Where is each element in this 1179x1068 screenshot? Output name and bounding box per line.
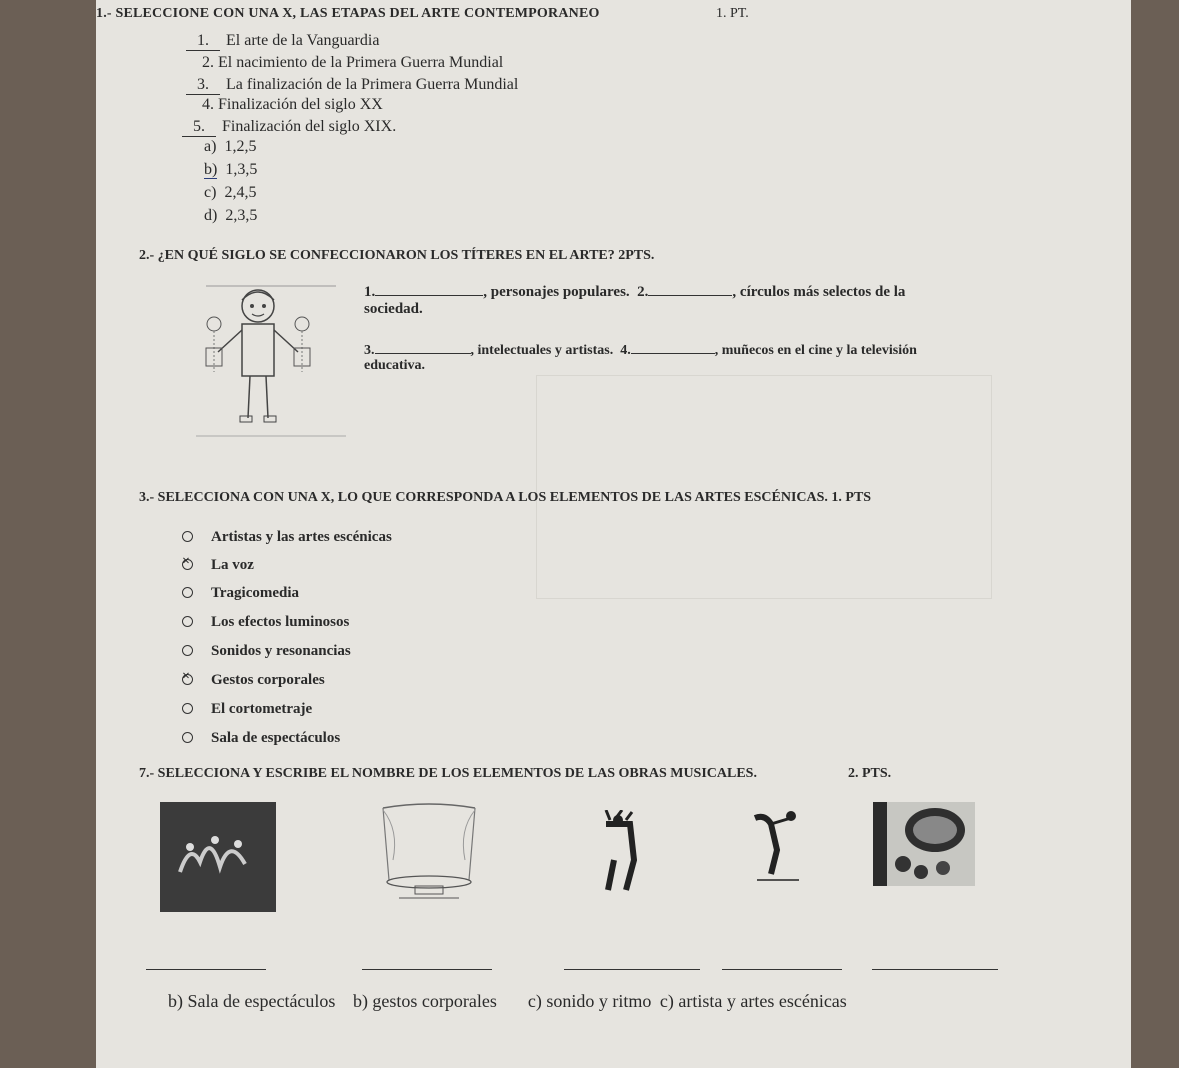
q3-option[interactable]: Sala de espectáculos bbox=[182, 730, 340, 747]
q3-option[interactable]: Sonidos y resonancias bbox=[182, 643, 351, 660]
radio[interactable] bbox=[182, 531, 193, 542]
radio[interactable] bbox=[182, 616, 193, 627]
answer-line[interactable] bbox=[362, 968, 492, 970]
q7-option: c) sonido y ritmo bbox=[527, 991, 652, 1011]
q7-points: 2. PTS. bbox=[848, 766, 892, 781]
q1-title: 1.- SELECCIONE CON UNA X, LAS ETAPAS DEL ARTE CONTEMPORANEO bbox=[96, 6, 600, 21]
q7-option: b) gestos corporales bbox=[352, 991, 497, 1011]
q7-title: 7.- SELECCIONA Y ESCRIBE EL NOMBRE DE LOS ELEMENTOS DE LAS OBRAS MUSICALES. bbox=[139, 766, 757, 781]
q2-line-4: educativa. bbox=[364, 358, 426, 373]
dancers-silhouette-icon bbox=[596, 810, 646, 894]
q1-item: 5. Finalización del siglo XIX. bbox=[182, 118, 396, 137]
dancers-icon bbox=[160, 802, 276, 912]
q3-option[interactable]: El cortometraje bbox=[182, 701, 312, 718]
radio-checked[interactable] bbox=[182, 674, 193, 685]
answer-line[interactable] bbox=[872, 968, 998, 970]
q1-option[interactable]: c) 2,4,5 bbox=[204, 184, 257, 201]
drum-icon bbox=[873, 802, 975, 886]
q1-item: 1. El arte de la Vanguardia bbox=[186, 32, 379, 51]
musician-silhouette-icon bbox=[751, 810, 803, 882]
q1-item: 4. Finalización del siglo XX bbox=[202, 96, 383, 113]
stage-theater-icon bbox=[379, 800, 479, 904]
q2-title: 2.- ¿EN QUÉ SIGLO SE CONFECCIONARON LOS TÍTERES EN EL ARTE? 2PTS. bbox=[139, 248, 655, 263]
q2-line-2: sociedad. bbox=[364, 301, 423, 317]
q1-option[interactable]: d) 2,3,5 bbox=[204, 207, 258, 224]
puppeteer-illustration bbox=[196, 280, 346, 438]
q2-blank-4[interactable] bbox=[631, 341, 715, 354]
q7-option: c) artista y artes escénicas bbox=[659, 991, 847, 1011]
answer-line[interactable] bbox=[722, 968, 842, 970]
q2-blank-3[interactable] bbox=[375, 341, 471, 354]
q1-option[interactable]: a) 1,2,5 bbox=[204, 138, 257, 155]
q2-blank-2[interactable] bbox=[648, 283, 732, 296]
answer-line[interactable] bbox=[146, 968, 266, 970]
answer-line[interactable] bbox=[564, 968, 700, 970]
worksheet bbox=[96, 0, 1131, 1068]
dancers-photo bbox=[160, 802, 276, 912]
q3-title: 3.- SELECCIONA CON UNA X, LO QUE CORRESPONDA A LOS ELEMENTOS DE LAS ARTES ESCÉNICAS. 1. PTS bbox=[139, 490, 872, 505]
q3-option[interactable]: ×La voz bbox=[182, 557, 254, 574]
q7-options bbox=[168, 991, 851, 1012]
q2-blank-1[interactable] bbox=[375, 283, 483, 296]
q1-item: 2. El nacimiento de la Primera Guerra Mundial bbox=[202, 54, 504, 71]
radio[interactable] bbox=[182, 645, 193, 656]
radio-checked[interactable] bbox=[182, 559, 193, 570]
radio[interactable] bbox=[182, 703, 193, 714]
q3-option[interactable]: Tragicomedia bbox=[182, 585, 299, 602]
radio[interactable] bbox=[182, 732, 193, 743]
q2-line-1: 1. , personajes populares. 2. , círculos más selectos de la bbox=[364, 284, 906, 300]
q1-option[interactable]: b) 1,3,5 bbox=[204, 161, 258, 178]
q3-option[interactable]: Los efectos luminosos bbox=[182, 614, 349, 631]
q7-option: b) Sala de espectáculos bbox=[168, 991, 336, 1011]
q1-item: 3. La finalización de la Primera Guerra Mundial bbox=[186, 76, 518, 95]
q2-line-3: 3. , intelectuales y artistas. 4. , muñecos en el cine y la televisión bbox=[364, 343, 917, 358]
q3-option[interactable]: Artistas y las artes escénicas bbox=[182, 529, 392, 546]
faint-background-box bbox=[536, 375, 992, 599]
q1-points: 1. PT. bbox=[716, 6, 749, 21]
radio[interactable] bbox=[182, 587, 193, 598]
instruments-photo bbox=[873, 802, 975, 886]
q3-option[interactable]: ×Gestos corporales bbox=[182, 672, 325, 689]
